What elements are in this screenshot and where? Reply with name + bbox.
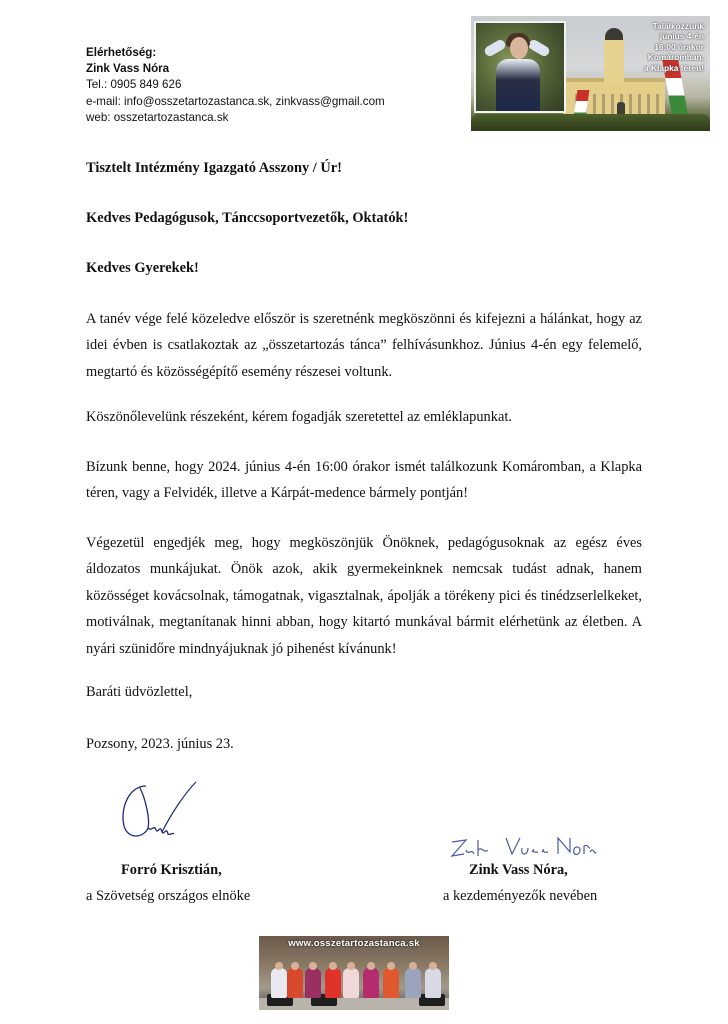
signature-zink-vass-icon	[448, 834, 598, 864]
dancer-head	[329, 962, 337, 970]
closing-salutation: Baráti üdvözlettel,	[86, 684, 193, 700]
greeting-institution: Tisztelt Intézmény Igazgató Asszony / Úr!	[86, 160, 342, 176]
caption-line: Komáromban,	[647, 52, 704, 63]
contact-heading: Elérhetőség:	[86, 46, 157, 59]
dancer	[271, 968, 287, 998]
greeting-children: Kedves Gyerekek!	[86, 260, 199, 276]
contact-phone: Tel.: 0905 849 626	[86, 78, 182, 92]
signer-right-name: Zink Vass Nóra,	[469, 862, 568, 878]
event-caption	[612, 21, 704, 73]
bushes	[471, 114, 710, 131]
caption-line: a Klapka téren!	[643, 62, 704, 73]
dancer	[405, 968, 421, 998]
arm	[527, 38, 551, 58]
dancer	[343, 968, 359, 998]
dancer	[325, 968, 341, 998]
contact-web: web: osszetartozastanca.sk	[86, 110, 229, 124]
arm	[483, 38, 507, 58]
dancer-head	[275, 962, 283, 970]
paragraph-closing-thanks: Végezetül engedjék meg, hogy megköszönjük Önöknek, pedagógusoknak az egész éves áldozatos munkájukat. Önök azok, akik gyermekeinknek nemcsak tudást adnak, hanem közösséget kovácsolnak, támogatnak, vigasztalnak, ápolják a törékeny pici és tinédzserlelkeket, motiválnak, megtanítanak hinni abban, hogy kitartó munkával bármit elérhetünk az életben. A nyári szünidőre mindnyájuknak jó pihenést kívánunk!	[86, 535, 642, 657]
signer-left-role: a Szövetség országos elnöke	[86, 888, 251, 904]
caption-line: Találkozzunk	[652, 21, 704, 31]
contact-email: e-mail: info@osszetartozastanca.sk, zinkvass@gmail.com	[86, 94, 385, 108]
contact-name: Zink Vass Nóra	[86, 62, 170, 76]
dancer-portrait-inset	[474, 21, 566, 113]
dancer-head	[409, 962, 417, 970]
dancer	[383, 968, 399, 998]
header-event-photo	[471, 16, 710, 131]
dancer-head	[367, 962, 375, 970]
dancer	[305, 968, 321, 998]
caption-line: 16:00 órakor	[654, 41, 704, 52]
dancer-head	[309, 962, 317, 970]
face	[510, 37, 528, 59]
paragraph-next-year: Bízunk benne, hogy 2024. június 4-én 16:00 órakor ismét találkozunk Komáromban, a Klapka téren, vagy a Felvidék, illetve a Kárpát-medence bármely pontján!	[86, 459, 642, 502]
caption-line: június 4-én	[659, 31, 704, 42]
folk-costume	[496, 59, 540, 111]
dancer-head	[347, 962, 355, 970]
paragraph-memento: Köszönőlevelünk részeként, kérem fogadják szeretettel az emléklapunkat.	[86, 409, 512, 425]
greeting-teachers: Kedves Pedagógusok, Tánccsoportvezetők, Oktatók!	[86, 210, 409, 226]
dancer-head	[387, 962, 395, 970]
place-date: Pozsony, 2023. június 23.	[86, 736, 234, 752]
signer-left-name: Forró Krisztián,	[121, 862, 222, 878]
website-watermark: www.osszetartozastanca.sk	[288, 938, 420, 949]
dancer-head	[291, 962, 299, 970]
signature-forro-icon	[118, 780, 208, 842]
dancer	[287, 968, 303, 998]
dancer	[425, 968, 441, 998]
contact-block	[86, 45, 385, 126]
dancer-head	[429, 962, 437, 970]
paragraph-thanks: A tanév vége felé közeledve először is szeretnénk megköszönni és kifejezni a hálánkat, hogy az idei évben is csatlakoztak az „összetartozás tánca” felhívásunkhoz. Június 4-én egy felemelő, megtartó és közösségépítő esemény részesei voltunk.	[86, 311, 642, 380]
footer-dancers-photo	[259, 936, 449, 1010]
dancer	[363, 968, 379, 998]
signer-right-role: a kezdeményezők nevében	[443, 888, 598, 904]
